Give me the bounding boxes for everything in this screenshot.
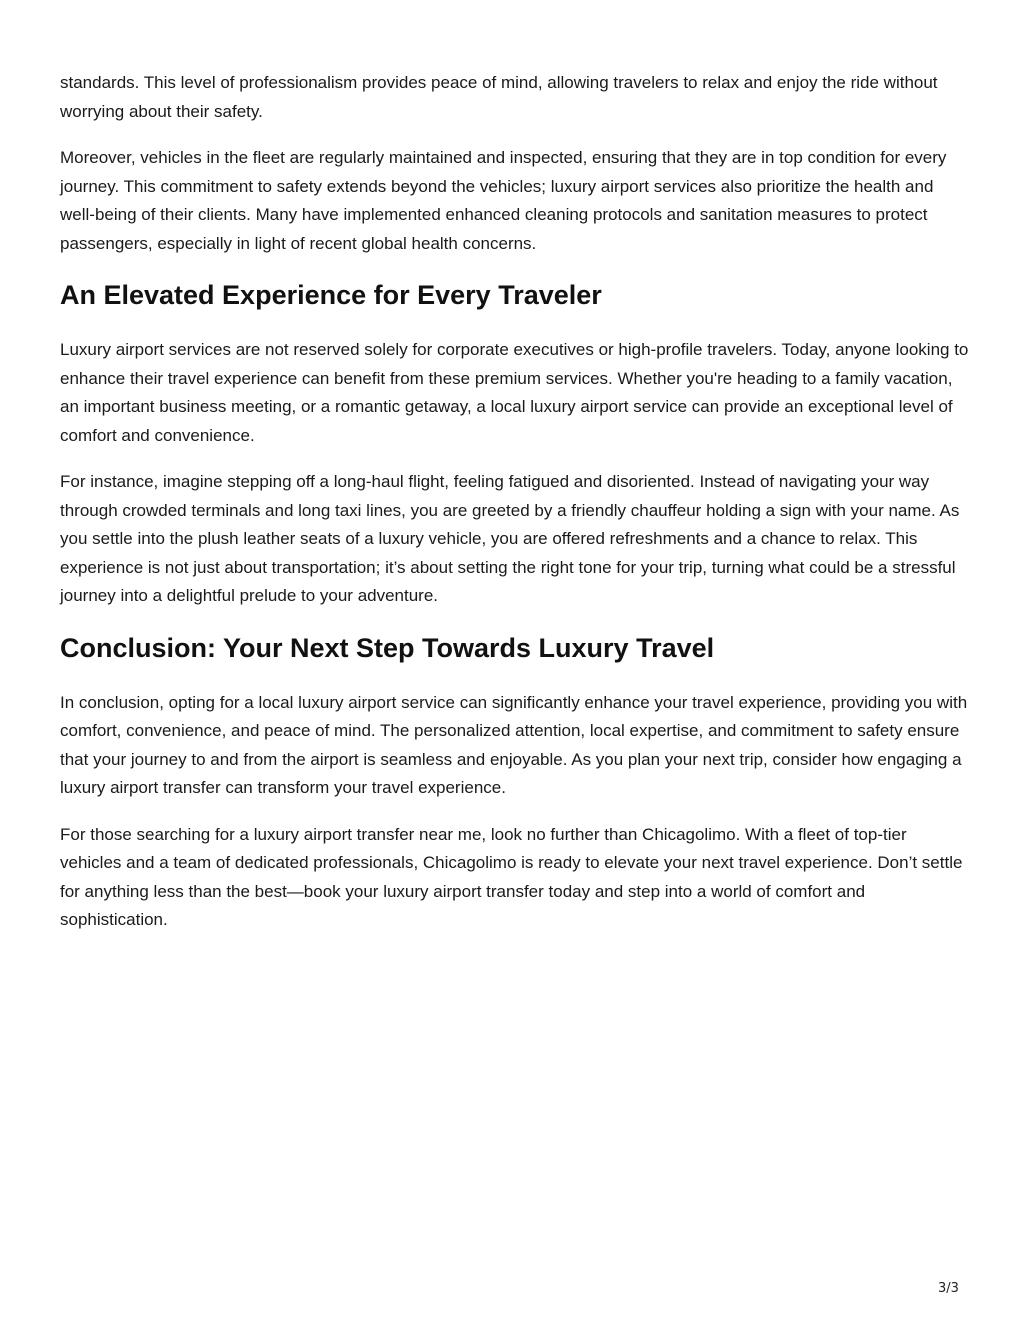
section-heading: An Elevated Experience for Every Traveler [60,280,602,310]
paragraph: In conclusion, opting for a local luxury airport service can significantly enhance your travel experience, providing you with comfort, convenience, and peace of mind. The personalized attention, local expertise, and commitment to safety ensure that your journey to and from the airport is seamless and enjoyable. As you plan your next trip, consider how engaging a luxury airport transfer can transform your travel experience. [60,692,968,797]
paragraph: For instance, imagine stepping off a long-haul flight, feeling fatigued and disoriented. Instead of navigating your way through crowded terminals and long taxi lines, you are greeted by a friendly chauffeur holding a sign with your name. As you settle into the plush leather seats of a luxury vehicle, you are offered refreshments and a chance to relax. This experience is not just about transportation; it’s about setting the right tone for your trip, turning what could be a stressful journey into a delightful prelude to your adventure. [60,472,960,605]
paragraph: Moreover, vehicles in the fleet are regularly maintained and inspected, ensuring that they are in top condition for every journey. This commitment to safety extends beyond the vehicles; luxury airport services also prioritize the health and well-being of their clients. Many have implemented enhanced cleaning protocols and sanitation measures to protect passengers, especially in light of recent global health concerns. [60,148,947,253]
document-page [60,69,972,953]
paragraph: For those searching for a luxury airport transfer near me, look no further than Chicagolimo. With a fleet of top-tier vehicles and a team of dedicated professionals, Chicagolimo is ready to elevate your next travel experience. Don’t settle for anything less than the best—book your luxury airport transfer today and step into a world of comfort and sophistication. [60,824,963,929]
paragraph: standards. This level of professionalism provides peace of mind, allowing travelers to relax and enjoy the ride without worrying about their safety. [60,73,938,121]
page-number: 3/3 [938,1281,959,1296]
section-heading: Conclusion: Your Next Step Towards Luxury Travel [60,632,715,663]
paragraph: Luxury airport services are not reserved solely for corporate executives or high-profile travelers. Today, anyone looking to enhance their travel experience can benefit from these premium services. Whether you're heading to a family vacation, an important business meeting, or a romantic getaway, a local luxury airport service can provide an exceptional level of comfort and convenience. [60,340,969,445]
